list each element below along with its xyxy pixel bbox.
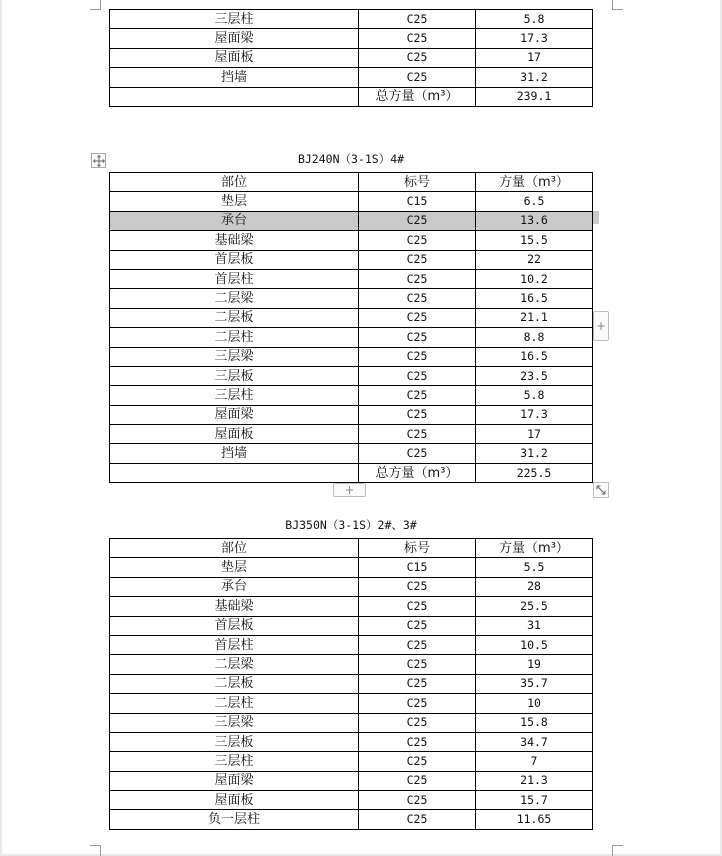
cell-grade[interactable]: C25 — [359, 597, 476, 616]
cell-grade[interactable]: C25 — [359, 577, 476, 596]
table-row[interactable] — [110, 577, 593, 596]
add-column-button[interactable]: + — [593, 311, 609, 341]
cell-grade[interactable]: C15 — [359, 558, 476, 577]
cell-qty[interactable]: 7 — [476, 752, 593, 771]
cell-qty[interactable]: 10.2 — [476, 269, 593, 288]
cell-part[interactable]: 三层柱 — [110, 386, 359, 405]
cell-grade[interactable]: C25 — [359, 655, 476, 674]
cell-part[interactable]: 基础梁 — [110, 231, 359, 250]
table-row[interactable] — [110, 616, 593, 635]
table-header-row[interactable] — [110, 539, 593, 558]
header-qty[interactable]: 方量（m³） — [476, 173, 593, 192]
table-row[interactable] — [110, 674, 593, 693]
move-icon[interactable] — [91, 153, 106, 168]
cell-part[interactable]: 挡墙 — [110, 444, 359, 463]
total-value[interactable]: 225.5 — [476, 463, 593, 482]
cell-qty[interactable]: 16.5 — [476, 289, 593, 308]
cell-qty[interactable]: 13.6 — [476, 211, 593, 230]
cell-part[interactable]: 挡墙 — [110, 68, 359, 87]
cell-part[interactable]: 首层柱 — [110, 635, 359, 654]
table-row[interactable] — [110, 231, 593, 250]
total-value[interactable]: 239.1 — [476, 87, 593, 106]
cell-qty[interactable]: 22 — [476, 250, 593, 269]
cell-grade[interactable]: C25 — [359, 425, 476, 444]
crop-mark-top-left — [90, 0, 101, 10]
cell-grade[interactable]: C25 — [359, 211, 476, 230]
table-row[interactable] — [110, 597, 593, 616]
cell-grade[interactable]: C15 — [359, 192, 476, 211]
cell-qty[interactable]: 15.5 — [476, 231, 593, 250]
cell-qty[interactable]: 31 — [476, 616, 593, 635]
cell-part[interactable]: 基础梁 — [110, 597, 359, 616]
cell-qty[interactable]: 10.5 — [476, 635, 593, 654]
table-row[interactable] — [110, 655, 593, 674]
table-bj240[interactable] — [109, 172, 593, 483]
cell-qty[interactable]: 17.3 — [476, 29, 593, 48]
table-row[interactable] — [110, 791, 593, 810]
cell-empty[interactable] — [110, 463, 359, 482]
table-row[interactable] — [110, 635, 593, 654]
table-row[interactable] — [110, 250, 593, 269]
cell-qty[interactable]: 35.7 — [476, 674, 593, 693]
cell-part[interactable]: 屋面梁 — [110, 405, 359, 424]
cell-qty[interactable]: 21.1 — [476, 308, 593, 327]
cell-grade[interactable]: C25 — [359, 810, 476, 829]
header-part[interactable]: 部位 — [110, 173, 359, 192]
cell-grade[interactable]: C25 — [359, 674, 476, 693]
table-row[interactable] — [110, 48, 593, 67]
cell-part[interactable]: 屋面板 — [110, 791, 359, 810]
cell-grade[interactable]: C25 — [359, 68, 476, 87]
table-total-row[interactable] — [110, 87, 593, 106]
table-row[interactable] — [110, 192, 593, 211]
cell-grade[interactable]: C25 — [359, 732, 476, 751]
table-row[interactable] — [110, 269, 593, 288]
cell-grade[interactable]: C25 — [359, 29, 476, 48]
cell-qty[interactable]: 17.3 — [476, 405, 593, 424]
cell-qty[interactable]: 10 — [476, 694, 593, 713]
cell-qty[interactable]: 11.65 — [476, 810, 593, 829]
cell-qty[interactable]: 5.8 — [476, 386, 593, 405]
resize-icon[interactable] — [593, 482, 609, 498]
cell-part[interactable]: 三层板 — [110, 732, 359, 751]
add-row-button[interactable]: + — [333, 483, 366, 497]
cell-qty[interactable]: 16.5 — [476, 347, 593, 366]
table-row[interactable] — [110, 694, 593, 713]
cell-qty[interactable]: 34.7 — [476, 732, 593, 751]
cell-part[interactable]: 三层梁 — [110, 347, 359, 366]
table-caption-bj240: BJ240N（3-1S）4# — [297, 152, 405, 166]
cell-part[interactable]: 首层板 — [110, 250, 359, 269]
table-total-row[interactable] — [110, 463, 593, 482]
table-row[interactable] — [110, 425, 593, 444]
table-row[interactable] — [110, 558, 593, 577]
table-header-row[interactable] — [110, 173, 593, 192]
cell-qty[interactable]: 23.5 — [476, 366, 593, 385]
cell-qty[interactable]: 17 — [476, 48, 593, 67]
cell-part[interactable]: 二层板 — [110, 308, 359, 327]
cell-part[interactable]: 垫层 — [110, 192, 359, 211]
cell-qty[interactable]: 6.5 — [476, 192, 593, 211]
crop-mark-bottom-left — [90, 845, 101, 856]
cell-grade[interactable]: C25 — [359, 444, 476, 463]
cell-part[interactable]: 三层板 — [110, 366, 359, 385]
cell-qty[interactable]: 15.8 — [476, 713, 593, 732]
cell-empty[interactable] — [110, 87, 359, 106]
cell-grade[interactable]: C25 — [359, 328, 476, 347]
cell-qty[interactable]: 31.2 — [476, 444, 593, 463]
total-label[interactable]: 总方量（m³） — [359, 87, 476, 106]
cell-qty[interactable]: 15.7 — [476, 791, 593, 810]
table-row[interactable] — [110, 386, 593, 405]
header-grade[interactable]: 标号 — [359, 539, 476, 558]
table-row[interactable] — [110, 68, 593, 87]
cell-grade[interactable]: C25 — [359, 791, 476, 810]
table-row[interactable] — [110, 29, 593, 48]
cell-part[interactable]: 首层柱 — [110, 269, 359, 288]
cell-qty[interactable]: 17 — [476, 425, 593, 444]
table-row[interactable] — [110, 405, 593, 424]
cell-grade[interactable]: C25 — [359, 405, 476, 424]
cell-part[interactable]: 二层柱 — [110, 328, 359, 347]
header-grade[interactable]: 标号 — [359, 173, 476, 192]
table-row[interactable] — [110, 732, 593, 751]
cell-part[interactable]: 二层板 — [110, 674, 359, 693]
cell-qty[interactable]: 8.8 — [476, 328, 593, 347]
cell-grade[interactable]: C25 — [359, 308, 476, 327]
header-part[interactable]: 部位 — [110, 539, 359, 558]
cell-qty[interactable]: 28 — [476, 577, 593, 596]
cell-grade[interactable]: C25 — [359, 771, 476, 790]
cell-part[interactable]: 垫层 — [110, 558, 359, 577]
cell-qty[interactable]: 5.5 — [476, 558, 593, 577]
table-top-continuation[interactable] — [109, 9, 593, 107]
table-row[interactable] — [110, 308, 593, 327]
cell-part[interactable]: 首层板 — [110, 616, 359, 635]
cell-part[interactable]: 承台 — [110, 211, 359, 230]
cell-qty[interactable]: 21.3 — [476, 771, 593, 790]
table-row[interactable] — [110, 771, 593, 790]
cell-grade[interactable]: C25 — [359, 10, 476, 29]
cell-part[interactable]: 屋面板 — [110, 425, 359, 444]
cell-grade[interactable]: C25 — [359, 752, 476, 771]
crop-mark-top-right — [612, 0, 623, 10]
table-row[interactable] — [110, 713, 593, 732]
table-bj350[interactable] — [109, 538, 593, 830]
cell-part[interactable]: 三层梁 — [110, 713, 359, 732]
cell-part[interactable]: 二层柱 — [110, 694, 359, 713]
cell-part[interactable]: 屋面梁 — [110, 771, 359, 790]
cell-grade[interactable]: C25 — [359, 231, 476, 250]
cell-part[interactable]: 三层柱 — [110, 10, 359, 29]
cell-grade[interactable]: C25 — [359, 289, 476, 308]
cell-grade[interactable]: C25 — [359, 713, 476, 732]
cell-grade[interactable]: C25 — [359, 48, 476, 67]
total-label[interactable]: 总方量（m³） — [359, 463, 476, 482]
cell-grade[interactable]: C25 — [359, 616, 476, 635]
table-row[interactable] — [110, 752, 593, 771]
table-row-selected[interactable] — [110, 211, 593, 230]
cell-part[interactable]: 屋面板 — [110, 48, 359, 67]
cell-qty[interactable]: 19 — [476, 655, 593, 674]
cell-part[interactable]: 承台 — [110, 577, 359, 596]
table-caption-bj350: BJ350N（3-1S）2#、3# — [285, 518, 417, 532]
table-row[interactable] — [110, 366, 593, 385]
crop-mark-bottom-right — [612, 845, 623, 856]
cell-qty[interactable]: 31.2 — [476, 68, 593, 87]
cell-part[interactable]: 三层柱 — [110, 752, 359, 771]
cell-qty[interactable]: 25.5 — [476, 597, 593, 616]
header-qty[interactable]: 方量（m³） — [476, 539, 593, 558]
cell-grade[interactable]: C25 — [359, 386, 476, 405]
table-row[interactable] — [110, 810, 593, 829]
cell-part[interactable]: 二层梁 — [110, 289, 359, 308]
cell-part[interactable]: 负一层柱 — [110, 810, 359, 829]
cell-grade[interactable]: C25 — [359, 250, 476, 269]
table-row[interactable] — [110, 347, 593, 366]
cell-part[interactable]: 屋面梁 — [110, 29, 359, 48]
table-row[interactable] — [110, 444, 593, 463]
cell-part[interactable]: 二层梁 — [110, 655, 359, 674]
table-row[interactable] — [110, 10, 593, 29]
cell-qty[interactable]: 5.8 — [476, 10, 593, 29]
cell-grade[interactable]: C25 — [359, 269, 476, 288]
row-selection-marker — [593, 211, 599, 224]
cell-grade[interactable]: C25 — [359, 694, 476, 713]
cell-grade[interactable]: C25 — [359, 635, 476, 654]
cell-grade[interactable]: C25 — [359, 347, 476, 366]
table-row[interactable] — [110, 289, 593, 308]
cell-grade[interactable]: C25 — [359, 366, 476, 385]
table-row[interactable] — [110, 328, 593, 347]
